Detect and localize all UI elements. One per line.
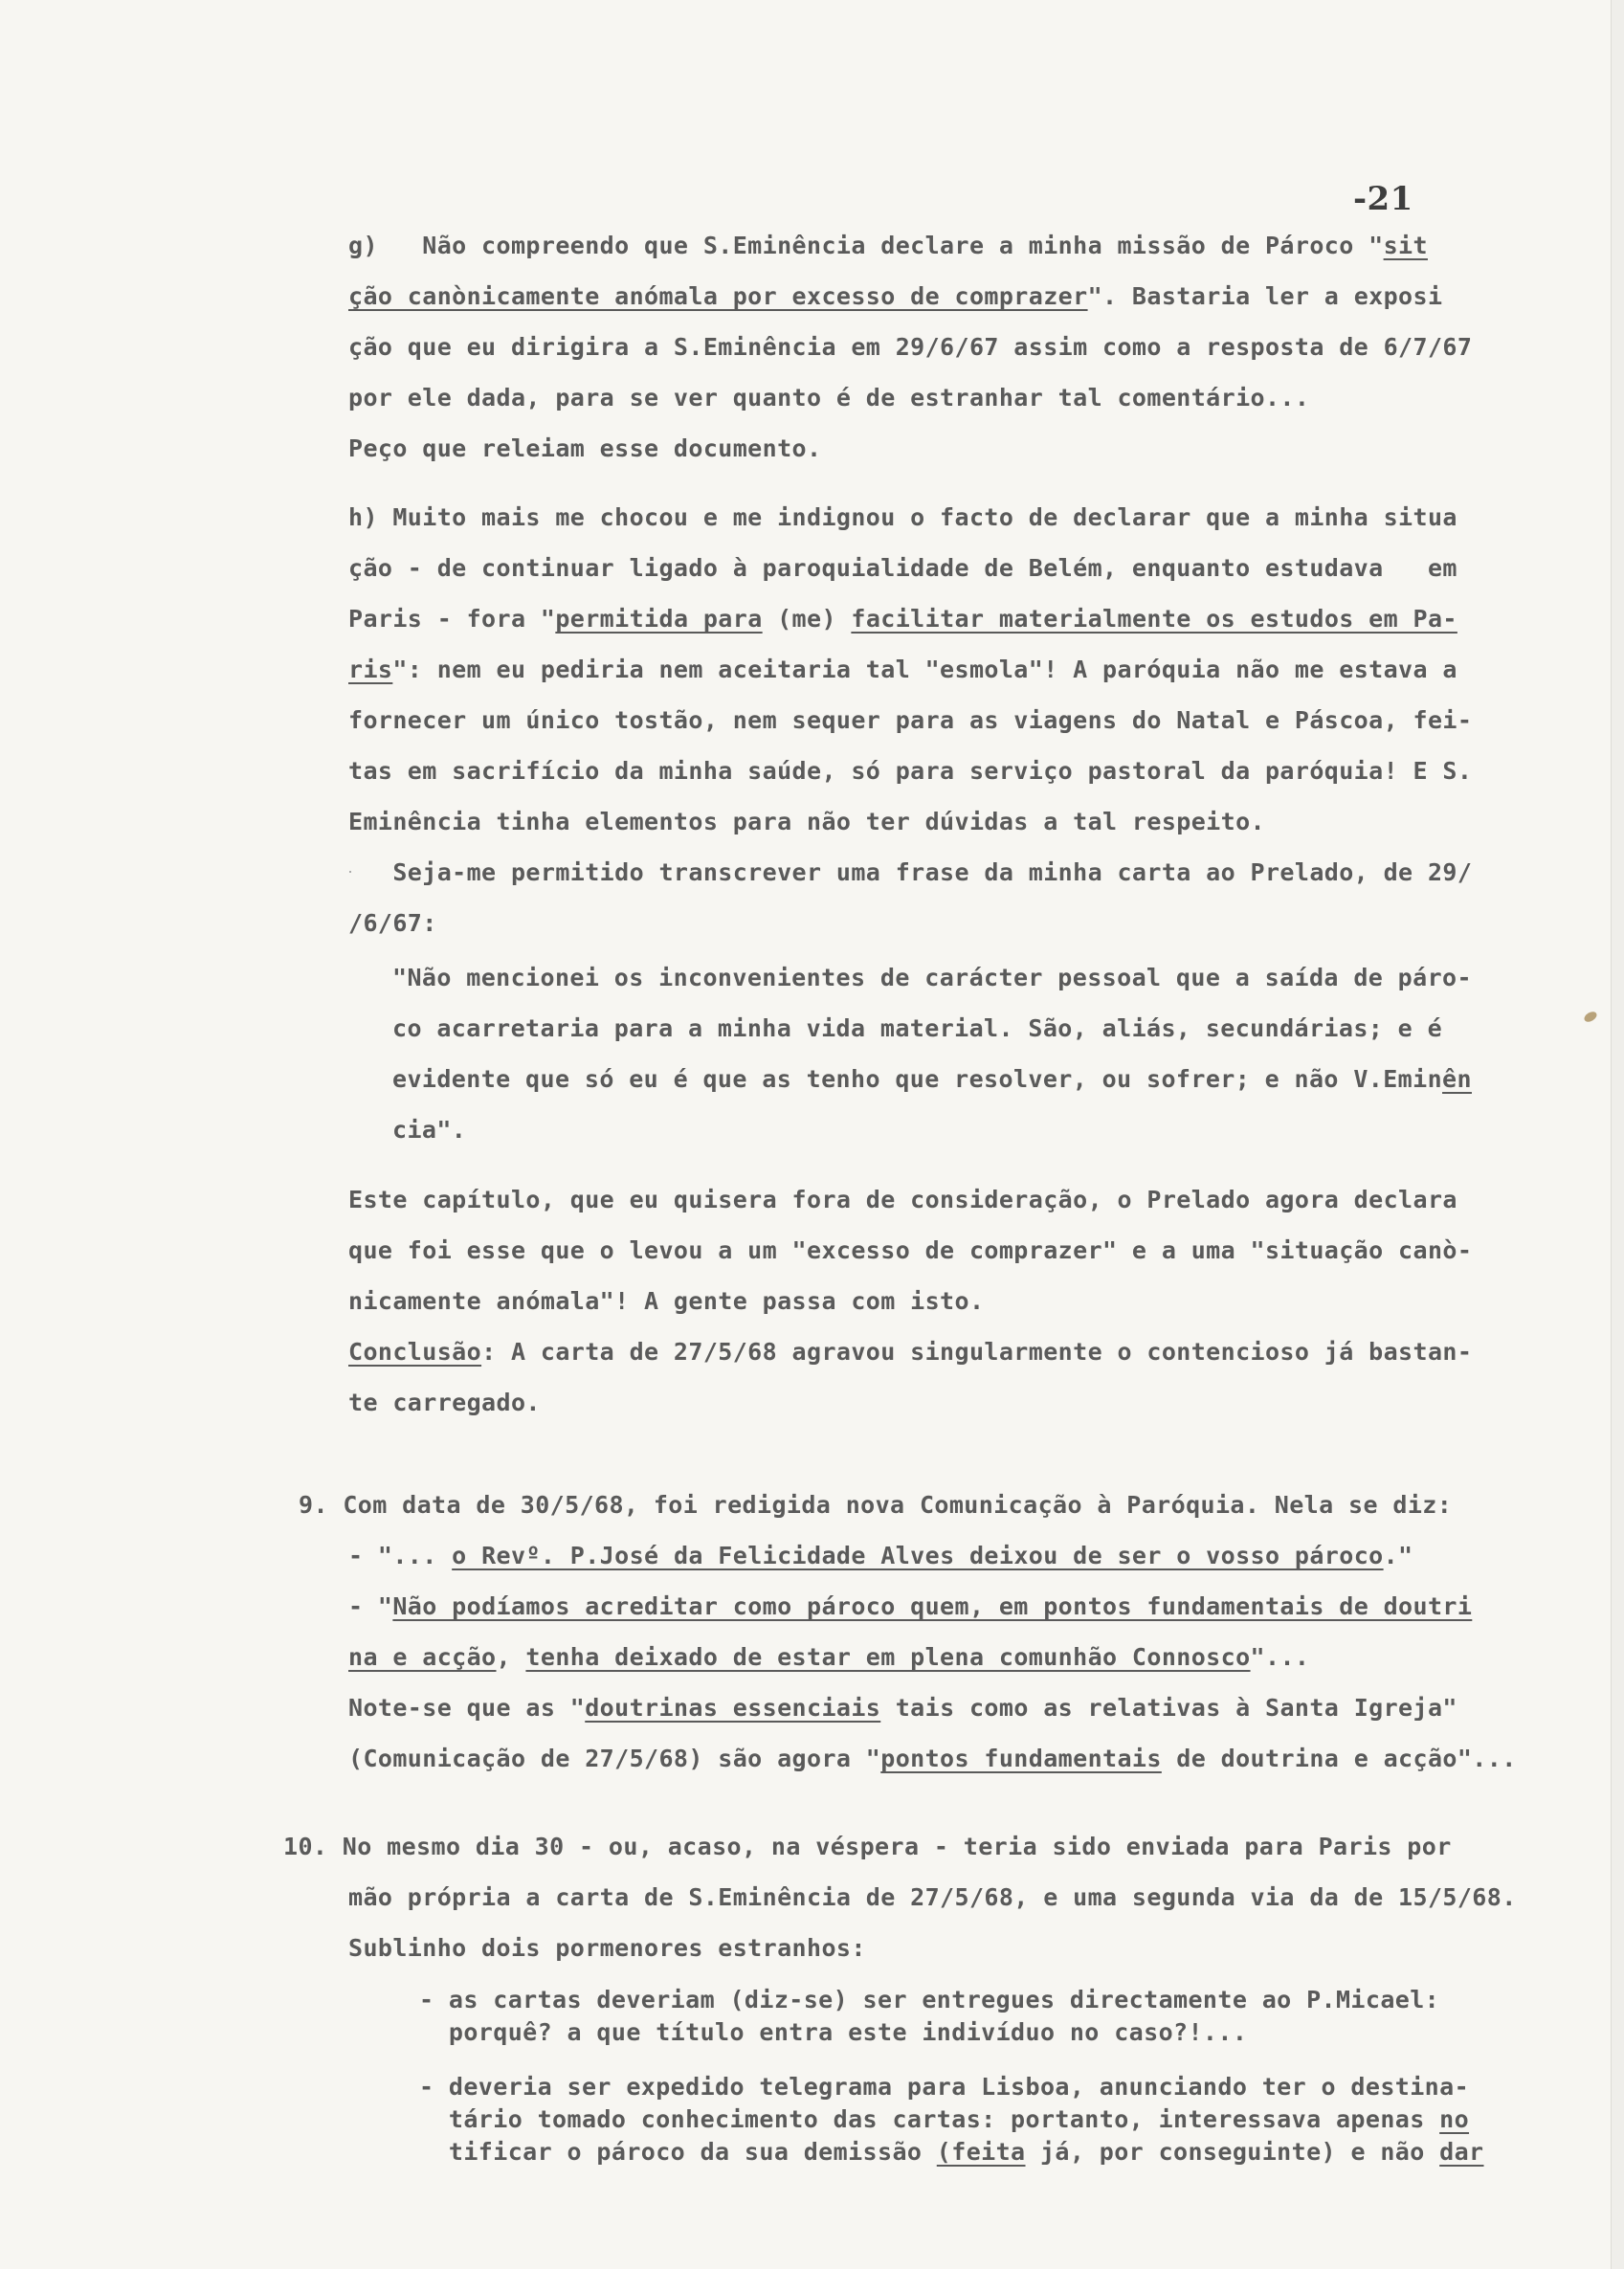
list-item-line: - deveria ser expedido telegrama para Lisboa, anunciando ter o destina- (419, 2073, 1470, 2101)
text-line: Este capítulo, que eu quisera fora de consideração, o Prelado agora declara (348, 1186, 1457, 1213)
text-line: - "... o Revº. P.José da Felicidade Alves deixou de ser o vosso pároco." (348, 1542, 1413, 1569)
text-line: mão própria a carta de S.Eminência de 27/5/68, e uma segunda via da de 15/5/68. (348, 1883, 1517, 1911)
text-line: evidente que só eu é que as tenho que resolver, ou sofrer; e não V.Eminên (392, 1065, 1472, 1093)
underlined-text: tenha deixado de estar em plena comunhão Connosco (525, 1643, 1251, 1671)
underlined-text: facilitar materialmente os estudos em Pa- (851, 605, 1457, 633)
text-line: nicamente anómala"! A gente passa com isto. (348, 1287, 985, 1315)
list-item-line: - as cartas deveriam (diz-se) ser entregues directamente ao P.Micael: (419, 1986, 1440, 2013)
text-line: h) Muito mais me chocou e me indignou o facto de declarar que a minha situa (348, 503, 1457, 531)
underlined-text: o Revº. P.José da Felicidade Alves deixou de ser o vosso pároco (452, 1542, 1384, 1569)
text-line: Sublinho dois pormenores estranhos: (348, 1934, 866, 1962)
text-line: "Não mencionei os inconvenientes de carácter pessoal que a saída de páro- (392, 964, 1472, 991)
paper-stain (1583, 1010, 1599, 1024)
text-line: Seja-me permitido transcrever uma frase da minha carta ao Prelado, de 29/ (348, 858, 1473, 886)
text-line: g) Não compreendo que S.Eminência declare a minha missão de Pároco "sit (348, 232, 1428, 259)
text-line: - "Não podíamos acreditar como pároco quem, em pontos fundamentais de doutri (348, 1592, 1473, 1620)
text-line: /6/67: (348, 909, 437, 937)
underlined-text: permitida para (555, 605, 763, 633)
text-line: cia". (392, 1116, 467, 1144)
underlined-text: ên (1442, 1065, 1472, 1093)
text-line: te carregado. (348, 1389, 541, 1416)
underlined-text: ris (348, 656, 393, 683)
underlined-text: Conclusão (348, 1338, 482, 1366)
text-line: na e acção, tenha deixado de estar em plena comunhão Connosco"... (348, 1643, 1310, 1671)
text-line: Eminência tinha elementos para não ter dúvidas a tal respeito. (348, 808, 1265, 835)
underlined-text: doutrinas essenciais (585, 1694, 881, 1722)
underlined-text: sit (1383, 232, 1428, 259)
underlined-text: Não podíamos acreditar como pároco quem, em pontos fundamentais de doutri (392, 1592, 1473, 1620)
underlined-text: pontos fundamentais (880, 1745, 1162, 1772)
text-line: ção que eu dirigira a S.Eminência em 29/6/67 assim como a resposta de 6/7/67 (348, 333, 1473, 361)
list-item-line: tário tomado conhecimento das cartas: portanto, interessava apenas no (419, 2105, 1470, 2133)
text-line: Paris - fora "permitida para (me) facilitar materialmente os estudos em Pa- (348, 605, 1457, 633)
underlined-text: (feita (936, 2138, 1026, 2166)
text-line: ção canònicamente anómala por excesso de comprazer". Bastaria ler a exposi (348, 282, 1443, 310)
underlined-text: na e acção (348, 1643, 497, 1671)
page-number: -21 (1353, 180, 1413, 218)
text-line: 10. No mesmo dia 30 - ou, acaso, na véspera - teria sido enviada para Paris por (283, 1833, 1452, 1860)
text-line: fornecer um único tostão, nem sequer para as viagens do Natal e Páscoa, fei- (348, 706, 1473, 734)
list-item-line: porquê? a que título entra este indivíduo no caso?!... (419, 2018, 1248, 2046)
underlined-text: dar (1439, 2138, 1484, 2166)
text-line: 9. Com data de 30/5/68, foi redigida nova Comunicação à Paróquia. Nela se diz: (299, 1491, 1453, 1519)
text-line: co acarretaria para a minha vida material. São, aliás, secundárias; e é (392, 1014, 1443, 1042)
text-line: tas em sacrifício da minha saúde, só para serviço pastoral da paróquia! E S. (348, 757, 1473, 785)
underlined-text: ção canònicamente anómala por excesso de comprazer (348, 282, 1088, 310)
text-line: que foi esse que o levou a um "excesso de comprazer" e a uma "situação canò- (348, 1236, 1473, 1264)
text-line: Conclusão: A carta de 27/5/68 agravou singularmente o contencioso já bastan- (348, 1338, 1473, 1366)
text-line: por ele dada, para se ver quanto é de estranhar tal comentário... (348, 384, 1310, 412)
text-line: Note-se que as "doutrinas essenciais tais como as relativas à Santa Igreja" (348, 1694, 1457, 1722)
list-item-line: tificar o pároco da sua demissão (feita já, por conseguinte) e não dar (419, 2138, 1484, 2166)
underlined-text: no (1439, 2105, 1470, 2133)
text-line: ris": nem eu pediria nem aceitaria tal "esmola"! A paróquia não me estava a (348, 656, 1457, 683)
text-line: ção - de continuar ligado à paroquialidade de Belém, enquanto estudava em (348, 554, 1457, 582)
text-line: Peço que releiam esse documento. (348, 434, 822, 462)
text-line: (Comunicação de 27/5/68) são agora "pontos fundamentais de doutrina e acção"... (348, 1745, 1517, 1772)
